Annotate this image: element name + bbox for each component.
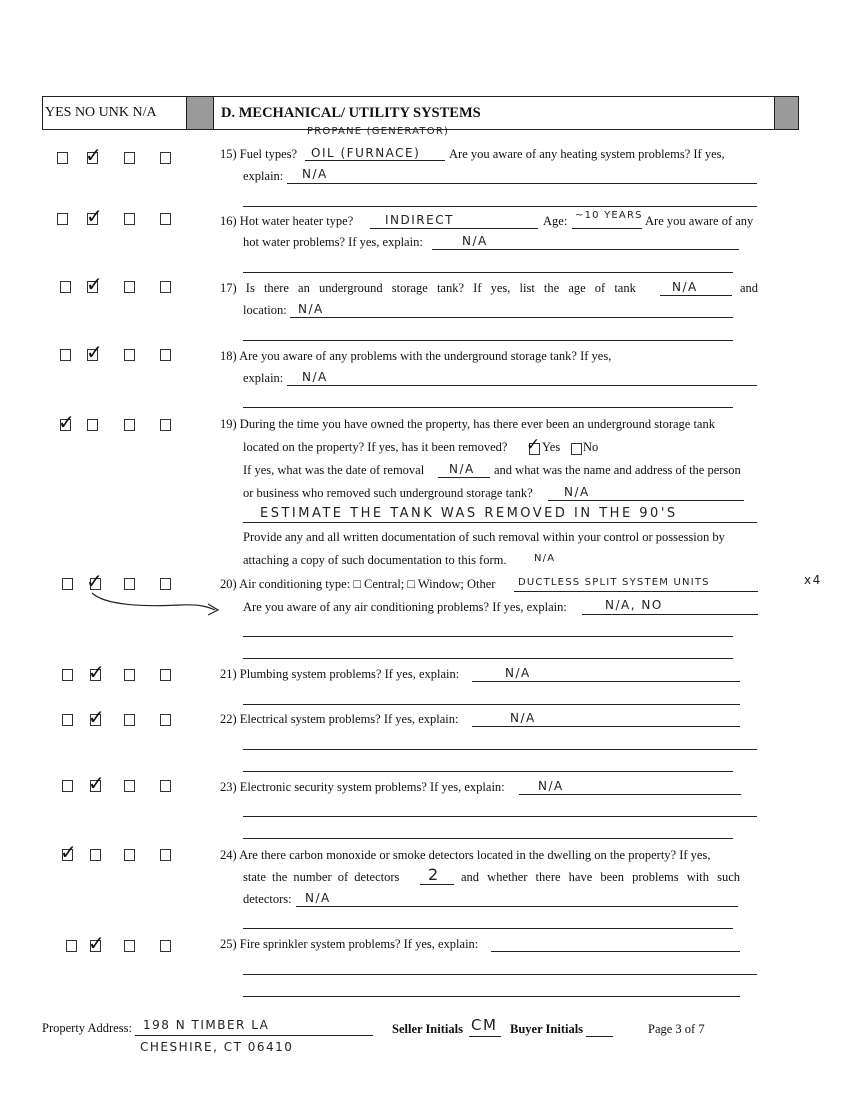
q20-other-answer[interactable]: DUCTLESS SPLIT SYSTEM UNITS [518,577,710,588]
q19-unk-checkbox[interactable] [124,419,135,431]
q19-extra-line [243,522,757,523]
q15-yes-checkbox[interactable] [57,152,68,164]
q16-age-line [572,228,642,229]
q22-check-mark: ✓ [88,705,105,729]
q22-extra-line-1 [243,749,757,750]
seller-initials-label: Seller Initials [392,1022,463,1036]
q23-check-mark: ✓ [88,771,105,795]
address-label: Property Address: [42,1021,132,1035]
q17-location-answer[interactable]: N/A [298,302,324,316]
address-line1-answer[interactable]: 198 N TIMBER LA [143,1018,270,1032]
q21-yes-checkbox[interactable] [62,669,73,681]
q16-age-answer[interactable]: ~10 YEARS [575,210,643,221]
q19-no-label: No [583,440,599,454]
header-shade-right [774,97,798,129]
q24-question-text-3: and whether there have been problems with such [461,870,741,884]
q17-location-label: location: [243,303,287,317]
q22-explain-answer[interactable]: N/A [510,711,536,725]
q15-question-text-2: Are you aware of any heating system problems? If yes, [449,147,725,161]
q17-unk-checkbox[interactable] [124,281,135,293]
q20-question-text: 20) Air conditioning type: □ Central; □ Window; Other [220,577,496,591]
q15-explain-answer[interactable]: N/A [302,167,328,181]
q21-question-text: 21) Plumbing system problems? If yes, explain: [220,667,460,681]
q17-extra-line [243,340,733,341]
q19-no-checkbox[interactable] [87,419,98,431]
q16-type-answer[interactable]: INDIRECT [385,213,454,227]
q24-check-mark: ✓ [60,840,77,864]
q23-question-text: 23) Electronic security system problems? If yes, explain: [220,780,505,794]
q16-explain-answer[interactable]: N/A [462,234,488,248]
seller-initials-line [469,1036,501,1037]
q19-check-mark: ✓ [58,410,75,434]
q20-yes-checkbox[interactable] [62,578,73,590]
address-line2-answer[interactable]: CHESHIRE, CT 06410 [140,1040,294,1054]
q17-yes-checkbox[interactable] [60,281,71,293]
q25-yes-checkbox[interactable] [66,940,77,952]
q15-unk-checkbox[interactable] [124,152,135,164]
q21-check-mark: ✓ [88,660,105,684]
q25-extra-line-2 [243,996,740,997]
q23-yes-checkbox[interactable] [62,780,73,792]
q19-question-text: 19) During the time you have owned the property, has there ever been an underground storage tank [220,417,715,431]
q24-na-checkbox[interactable] [160,849,171,861]
q22-explain-line [472,726,740,727]
q20-arrow-icon [80,585,230,620]
q20-question-text-2: Are you aware of any air conditioning problems? If yes, explain: [243,600,567,614]
q17-location-line [290,317,733,318]
section-title: D. MECHANICAL/ UTILITY SYSTEMS [221,105,481,121]
page-number: Page 3 of 7 [648,1022,705,1036]
q22-na-checkbox[interactable] [160,714,171,726]
q20-explain-line [582,614,758,615]
q21-explain-line [472,681,740,682]
q15-fuel-line [305,160,445,161]
q22-question-text: 22) Electrical system problems? If yes, explain: [220,712,459,726]
q25-unk-checkbox[interactable] [124,940,135,952]
q19-date-answer[interactable]: N/A [449,462,475,476]
q19-question-text-4: and what was the name and address of the person [494,463,741,477]
q15-na-checkbox[interactable] [160,152,171,164]
address-line [135,1035,373,1036]
q22-yes-checkbox[interactable] [62,714,73,726]
q18-unk-checkbox[interactable] [124,349,135,361]
q25-na-checkbox[interactable] [160,940,171,952]
q15-check-mark: ✓ [85,143,102,167]
q23-na-checkbox[interactable] [160,780,171,792]
q17-and-text: and [740,281,759,295]
q19-question-text-3: If yes, what was the date of removal [243,463,425,477]
q23-explain-answer[interactable]: N/A [538,779,564,793]
q18-explain-line [287,385,757,386]
q15-explain-label: explain: [243,169,284,183]
q19-na-checkbox[interactable] [160,419,171,431]
q24-count-answer[interactable]: 2 [428,865,440,884]
q25-check-mark: ✓ [88,931,105,955]
q16-yes-checkbox[interactable] [57,213,68,225]
q24-explain-answer[interactable]: N/A [305,891,331,905]
q17-question-text: 17) Is there an underground storage tank? If yes, list the age of tank [220,281,636,295]
q19-date-line [438,477,490,478]
q21-unk-checkbox[interactable] [124,669,135,681]
q19-removed-no-checkbox[interactable] [571,443,582,455]
q18-explain-answer[interactable]: N/A [302,370,328,384]
q20-other-line [514,591,758,592]
q24-explain-line [296,906,738,907]
q18-extra-line [243,407,733,408]
q15-explain-line [287,183,757,184]
q24-no-checkbox[interactable] [90,849,101,861]
q21-explain-answer[interactable]: N/A [505,666,531,680]
q24-unk-checkbox[interactable] [124,849,135,861]
q18-question-text: 18) Are you aware of any problems with the underground storage tank? If yes, [220,349,612,363]
q19-question-text-7: attaching a copy of such documentation to this form. [243,553,507,567]
q21-na-checkbox[interactable] [160,669,171,681]
q24-detectors-label: detectors: [243,892,292,906]
q16-na-checkbox[interactable] [160,213,171,225]
q19-question-text-2: located on the property? If yes, has it been removed? [243,440,508,454]
q25-question-text: 25) Fire sprinkler system problems? If yes, explain: [220,937,479,951]
q19-removed-yes-mark: ✓ [526,435,541,455]
q18-yes-checkbox[interactable] [60,349,71,361]
q22-unk-checkbox[interactable] [124,714,135,726]
q20-explain-answer[interactable]: N/A, NO [605,598,663,612]
q19-remover-line [548,500,744,501]
q21-extra-line [243,704,740,705]
q16-question-text-2: Are you aware of any [645,214,754,228]
buyer-initials-label: Buyer Initials [510,1022,584,1036]
q18-check-mark: ✓ [86,340,103,364]
seller-initials-answer[interactable]: CM [471,1016,498,1034]
buyer-initials-line[interactable] [586,1036,613,1037]
q15-fuel-answer[interactable]: OIL (FURNACE) [311,146,421,160]
q19-question-text-6: Provide any and all written documentation of such removal within your control or possession by [243,530,725,544]
q19-yes-label: Yes [542,440,561,454]
q19-question-text-5: or business who removed such underground storage tank? [243,486,533,500]
q17-na-checkbox[interactable] [160,281,171,293]
q16-age-label: Age: [543,214,568,228]
q20-extra-line-2 [243,658,733,659]
q16-explain-line [432,249,739,250]
q24-count-line [420,884,454,885]
q24-question-text-2: state the number of detectors [243,870,400,884]
q18-explain-label: explain: [243,371,284,385]
q25-explain-line[interactable] [491,951,740,952]
q15-handwritten-propane: PROPANE (GENERATOR) [307,126,450,137]
q15-extra-line [243,206,757,207]
q23-unk-checkbox[interactable] [124,780,135,792]
q16-question-text: 16) Hot water heater type? [220,214,354,228]
q19-remover-answer[interactable]: N/A [564,485,590,499]
q23-extra-line-2 [243,838,733,839]
q17-check-mark: ✓ [86,272,103,296]
q20-quantity-answer[interactable]: x4 [804,573,822,587]
q17-age-line [660,295,732,296]
q19-documentation-answer[interactable]: N/A [534,553,556,564]
q17-age-answer[interactable]: N/A [672,280,698,294]
q16-question-text-3: hot water problems? If yes, explain: [243,235,423,249]
q16-check-mark: ✓ [86,204,103,228]
q19-estimate-answer[interactable]: ESTIMATE THE TANK WAS REMOVED IN THE 90'S [260,506,678,521]
q16-type-line [370,228,538,229]
q24-extra-line [243,928,733,929]
q18-na-checkbox[interactable] [160,349,171,361]
q20-check-mark: ✓ [86,569,103,593]
q16-extra-line [243,272,733,273]
section-header [42,96,799,130]
q22-extra-line-2 [243,771,733,772]
q24-question-text: 24) Are there carbon monoxide or smoke detectors located in the dwelling on the property? If yes, [220,848,711,862]
header-shade-left [187,97,214,129]
q23-extra-line-1 [243,816,757,817]
answer-columns-header: YES NO UNK N/A [43,97,187,129]
q23-explain-line [519,794,741,795]
q16-unk-checkbox[interactable] [124,213,135,225]
q20-extra-line-1 [243,636,733,637]
q25-extra-line-1 [243,974,757,975]
q15-question-text: 15) Fuel types? [220,147,298,161]
